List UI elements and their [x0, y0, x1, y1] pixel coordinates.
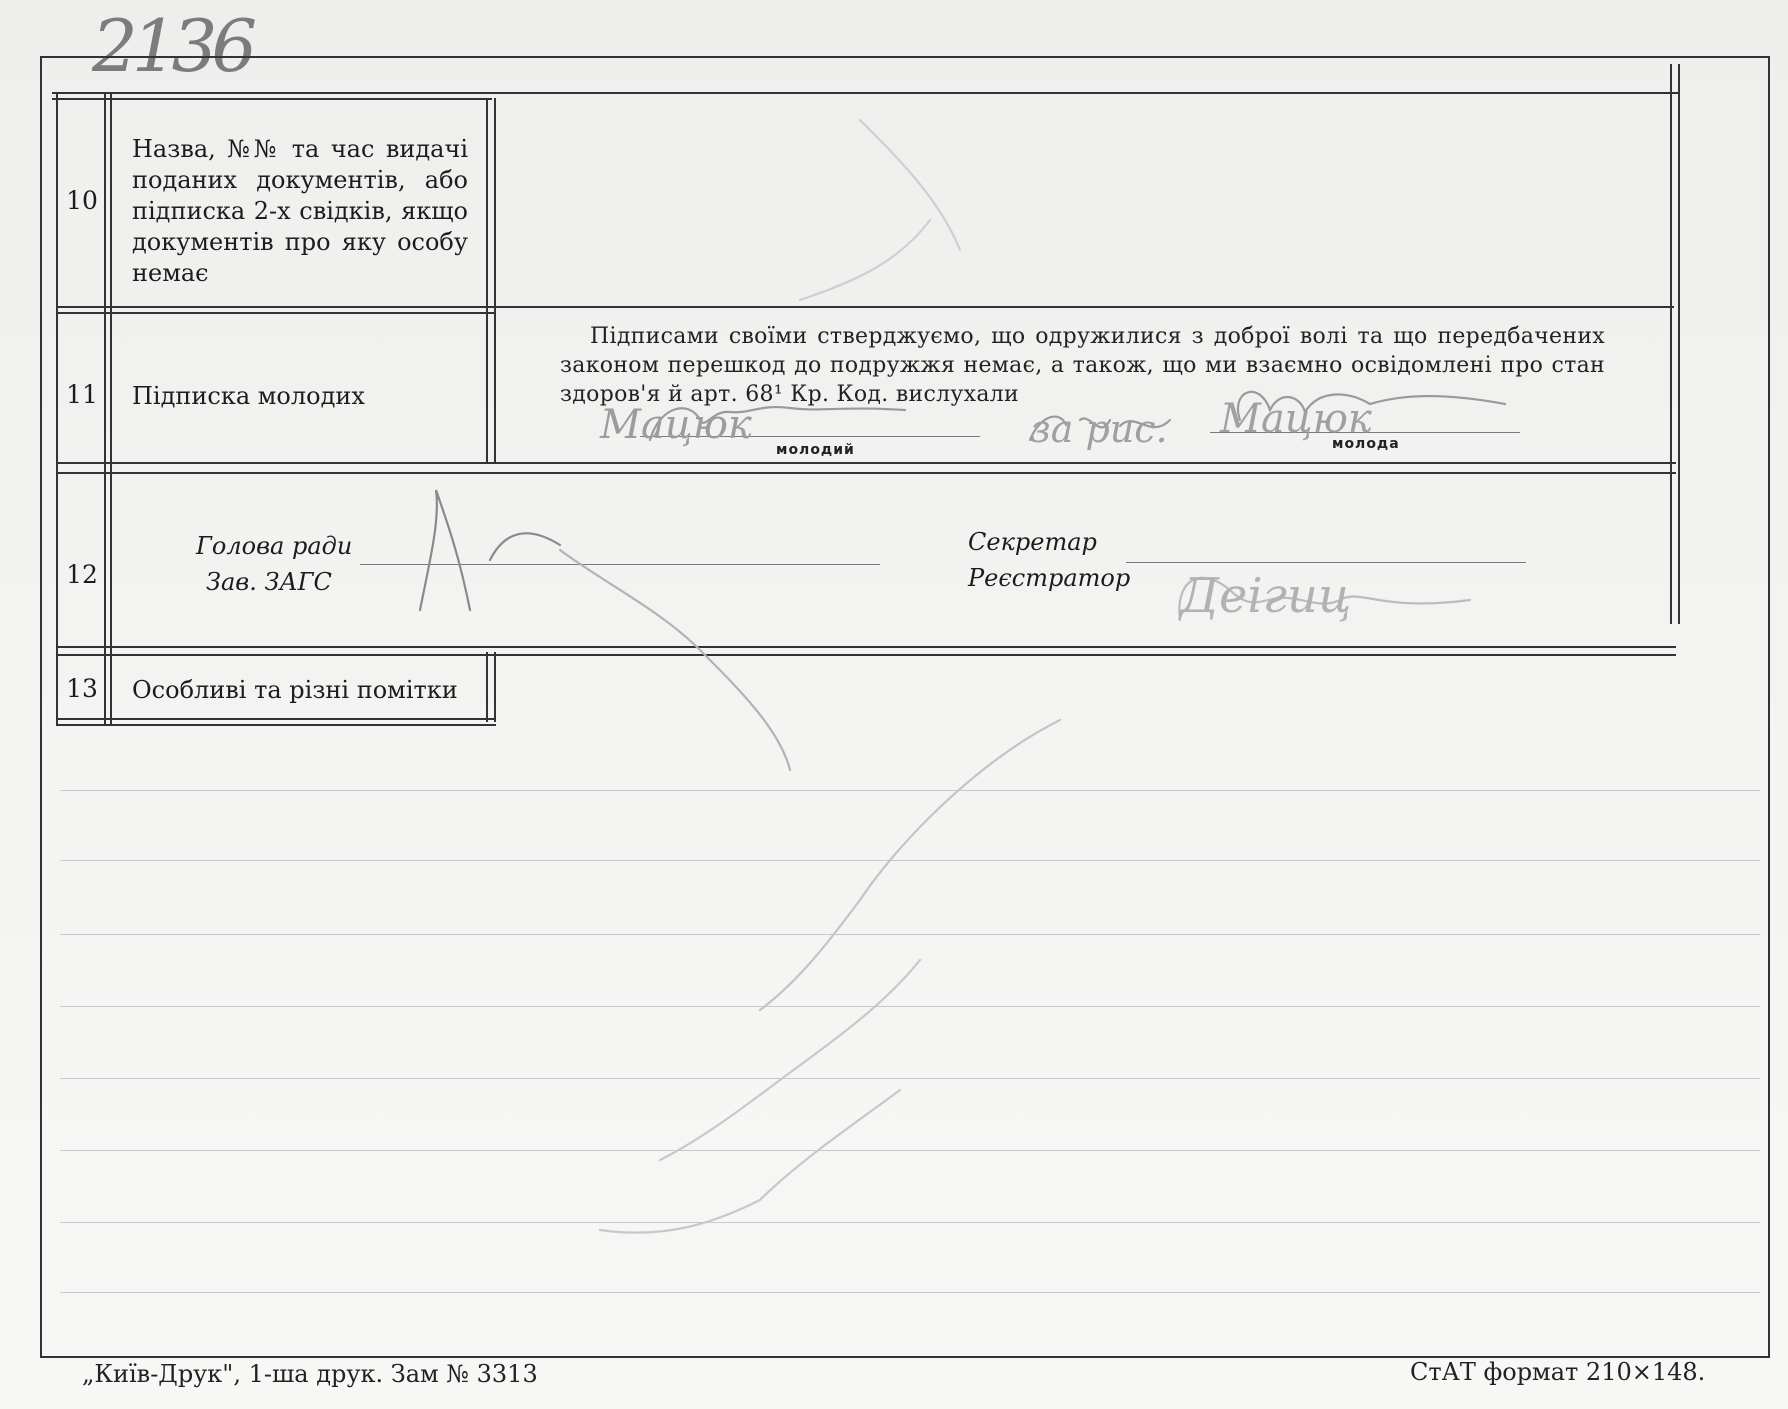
proxy-note: за рис. — [1030, 407, 1168, 451]
row-number-11: 11 — [66, 380, 98, 409]
marriage-statement: Підписами своїми стверджуємо, що одружилися з доброї волі та що передбачених законом перешкод до подружжя немає, а також, що ми взаємно освідомлені про стан здоров'я й арт. 68¹ Кр. Код. вислухали — [560, 324, 1605, 407]
registrar-label: Реєстратор — [968, 564, 1131, 592]
row-number-13: 13 — [66, 674, 98, 703]
groom-caption: молодий — [776, 442, 855, 458]
form-format: СтАТ формат 210×148. — [1410, 1358, 1706, 1386]
secretary-label: Секретар — [968, 528, 1097, 556]
bride-caption: молода — [1332, 436, 1400, 452]
archive-number: 2136 — [92, 4, 252, 88]
zags-head-label: Зав. ЗАГС — [206, 568, 332, 596]
row-number-12: 12 — [66, 560, 98, 589]
row-13-label: Особливі та різні помітки — [132, 676, 458, 704]
row-11-label: Підписка молодих — [132, 382, 365, 410]
chair-label: Голова ради — [196, 532, 353, 560]
row-number-10: 10 — [66, 186, 98, 215]
registrar-signature: Деігиц — [1180, 568, 1352, 624]
groom-signature: Мацюк — [600, 402, 752, 448]
bride-signature: Мацюк — [1220, 396, 1372, 442]
row-10-label: Назва, №№ та час видачі поданих документів, або підписка 2-х свідків, якщо документів про яку особу немає — [132, 135, 468, 287]
printer-imprint: „Київ-Друк", 1-ша друк. Зам № 3313 — [82, 1360, 538, 1388]
